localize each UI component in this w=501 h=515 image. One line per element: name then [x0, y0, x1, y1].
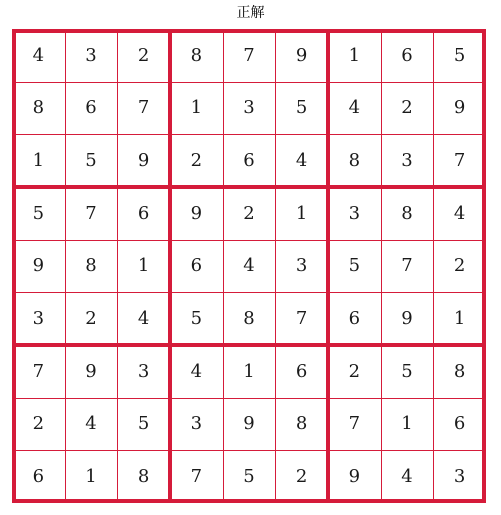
sudoku-cell: 5 — [243, 466, 255, 488]
sudoku-cell: 6 — [295, 360, 308, 382]
sudoku-cell: 1 — [32, 150, 45, 172]
sudoku-cell: 4 — [453, 202, 466, 224]
sudoku-cell: 8 — [401, 202, 413, 224]
sudoku-cell: 1 — [85, 466, 97, 488]
sudoku-cell: 6 — [190, 255, 203, 277]
sudoku-cell: 9 — [453, 97, 466, 119]
sudoku-cell: 4 — [190, 360, 203, 382]
sudoku-cell: 5 — [295, 97, 308, 119]
sudoku-cell: 8 — [453, 360, 466, 382]
sudoku-cell: 6 — [32, 466, 45, 488]
sudoku-cell: 5 — [137, 413, 150, 435]
sudoku-cell: 7 — [85, 202, 97, 224]
sudoku-cell: 8 — [85, 255, 97, 277]
sudoku-cell: 7 — [137, 97, 150, 119]
sudoku-cell: 3 — [295, 255, 308, 277]
sudoku-cell: 2 — [32, 413, 45, 435]
sudoku-cell: 3 — [137, 360, 150, 382]
sudoku-cell: 5 — [348, 255, 361, 277]
sudoku-cell: 1 — [453, 308, 466, 330]
sudoku-cell: 2 — [243, 202, 255, 224]
sudoku-cell: 7 — [243, 44, 255, 66]
sudoku-cell: 9 — [401, 308, 413, 330]
sudoku-cell: 9 — [348, 466, 361, 488]
sudoku-cell: 3 — [401, 150, 413, 172]
sudoku-cell: 2 — [453, 255, 466, 277]
sudoku-cell: 7 — [32, 360, 45, 382]
sudoku-cell: 3 — [243, 97, 255, 119]
sudoku-cell: 5 — [190, 308, 203, 330]
sudoku-board — [12, 29, 486, 503]
sudoku-cell: 8 — [32, 97, 45, 119]
sudoku-cell: 6 — [348, 308, 361, 330]
sudoku-cell: 1 — [401, 413, 413, 435]
sudoku-cell: 4 — [348, 97, 361, 119]
sudoku-cell: 9 — [295, 44, 308, 66]
sudoku-cell: 1 — [243, 360, 255, 382]
sudoku-cell: 2 — [401, 97, 413, 119]
sudoku-cell: 8 — [243, 308, 255, 330]
sudoku-cell: 8 — [190, 44, 203, 66]
sudoku-cell: 4 — [85, 413, 97, 435]
sudoku-cell: 2 — [348, 360, 361, 382]
sudoku-cell: 5 — [32, 202, 45, 224]
sudoku-cell: 4 — [243, 255, 255, 277]
sudoku-cell: 3 — [32, 308, 45, 330]
sudoku-cell: 2 — [295, 466, 308, 488]
sudoku-cell: 4 — [401, 466, 413, 488]
sudoku-cell: 2 — [190, 150, 203, 172]
sudoku-cell: 8 — [295, 413, 308, 435]
sudoku-cell: 6 — [85, 97, 97, 119]
sudoku-cell: 9 — [32, 255, 45, 277]
sudoku-cell: 1 — [348, 44, 361, 66]
sudoku-cell: 3 — [453, 466, 466, 488]
sudoku-cell: 7 — [401, 255, 413, 277]
sudoku-cell: 1 — [137, 255, 150, 277]
sudoku-cell: 5 — [453, 44, 466, 66]
sudoku-cell: 9 — [137, 150, 150, 172]
sudoku-cell: 5 — [85, 150, 97, 172]
sudoku-cell: 6 — [453, 413, 466, 435]
sudoku-cell: 8 — [137, 466, 150, 488]
sudoku-cell: 4 — [295, 150, 308, 172]
sudoku-cell: 2 — [137, 44, 150, 66]
sudoku-cell: 6 — [401, 44, 413, 66]
sudoku-cell: 9 — [85, 360, 97, 382]
sudoku-cell: 4 — [32, 44, 45, 66]
sudoku-cell: 1 — [295, 202, 308, 224]
sudoku-cell: 9 — [190, 202, 203, 224]
sudoku-cell: 2 — [85, 308, 97, 330]
sudoku-cell: 5 — [401, 360, 413, 382]
sudoku-cell: 3 — [85, 44, 97, 66]
sudoku-cell: 6 — [243, 150, 255, 172]
sudoku-cell: 1 — [190, 97, 203, 119]
sudoku-cell: 7 — [348, 413, 361, 435]
sudoku-cell: 4 — [137, 308, 150, 330]
sudoku-cell: 7 — [295, 308, 308, 330]
sudoku-cell: 3 — [348, 202, 361, 224]
page-title: 正解 — [236, 5, 265, 21]
sudoku-cell: 6 — [137, 202, 150, 224]
sudoku-cell: 8 — [348, 150, 361, 172]
sudoku-cell: 7 — [190, 466, 203, 488]
sudoku-cell: 3 — [190, 413, 203, 435]
sudoku-cell: 9 — [243, 413, 255, 435]
sudoku-cell: 7 — [453, 150, 466, 172]
